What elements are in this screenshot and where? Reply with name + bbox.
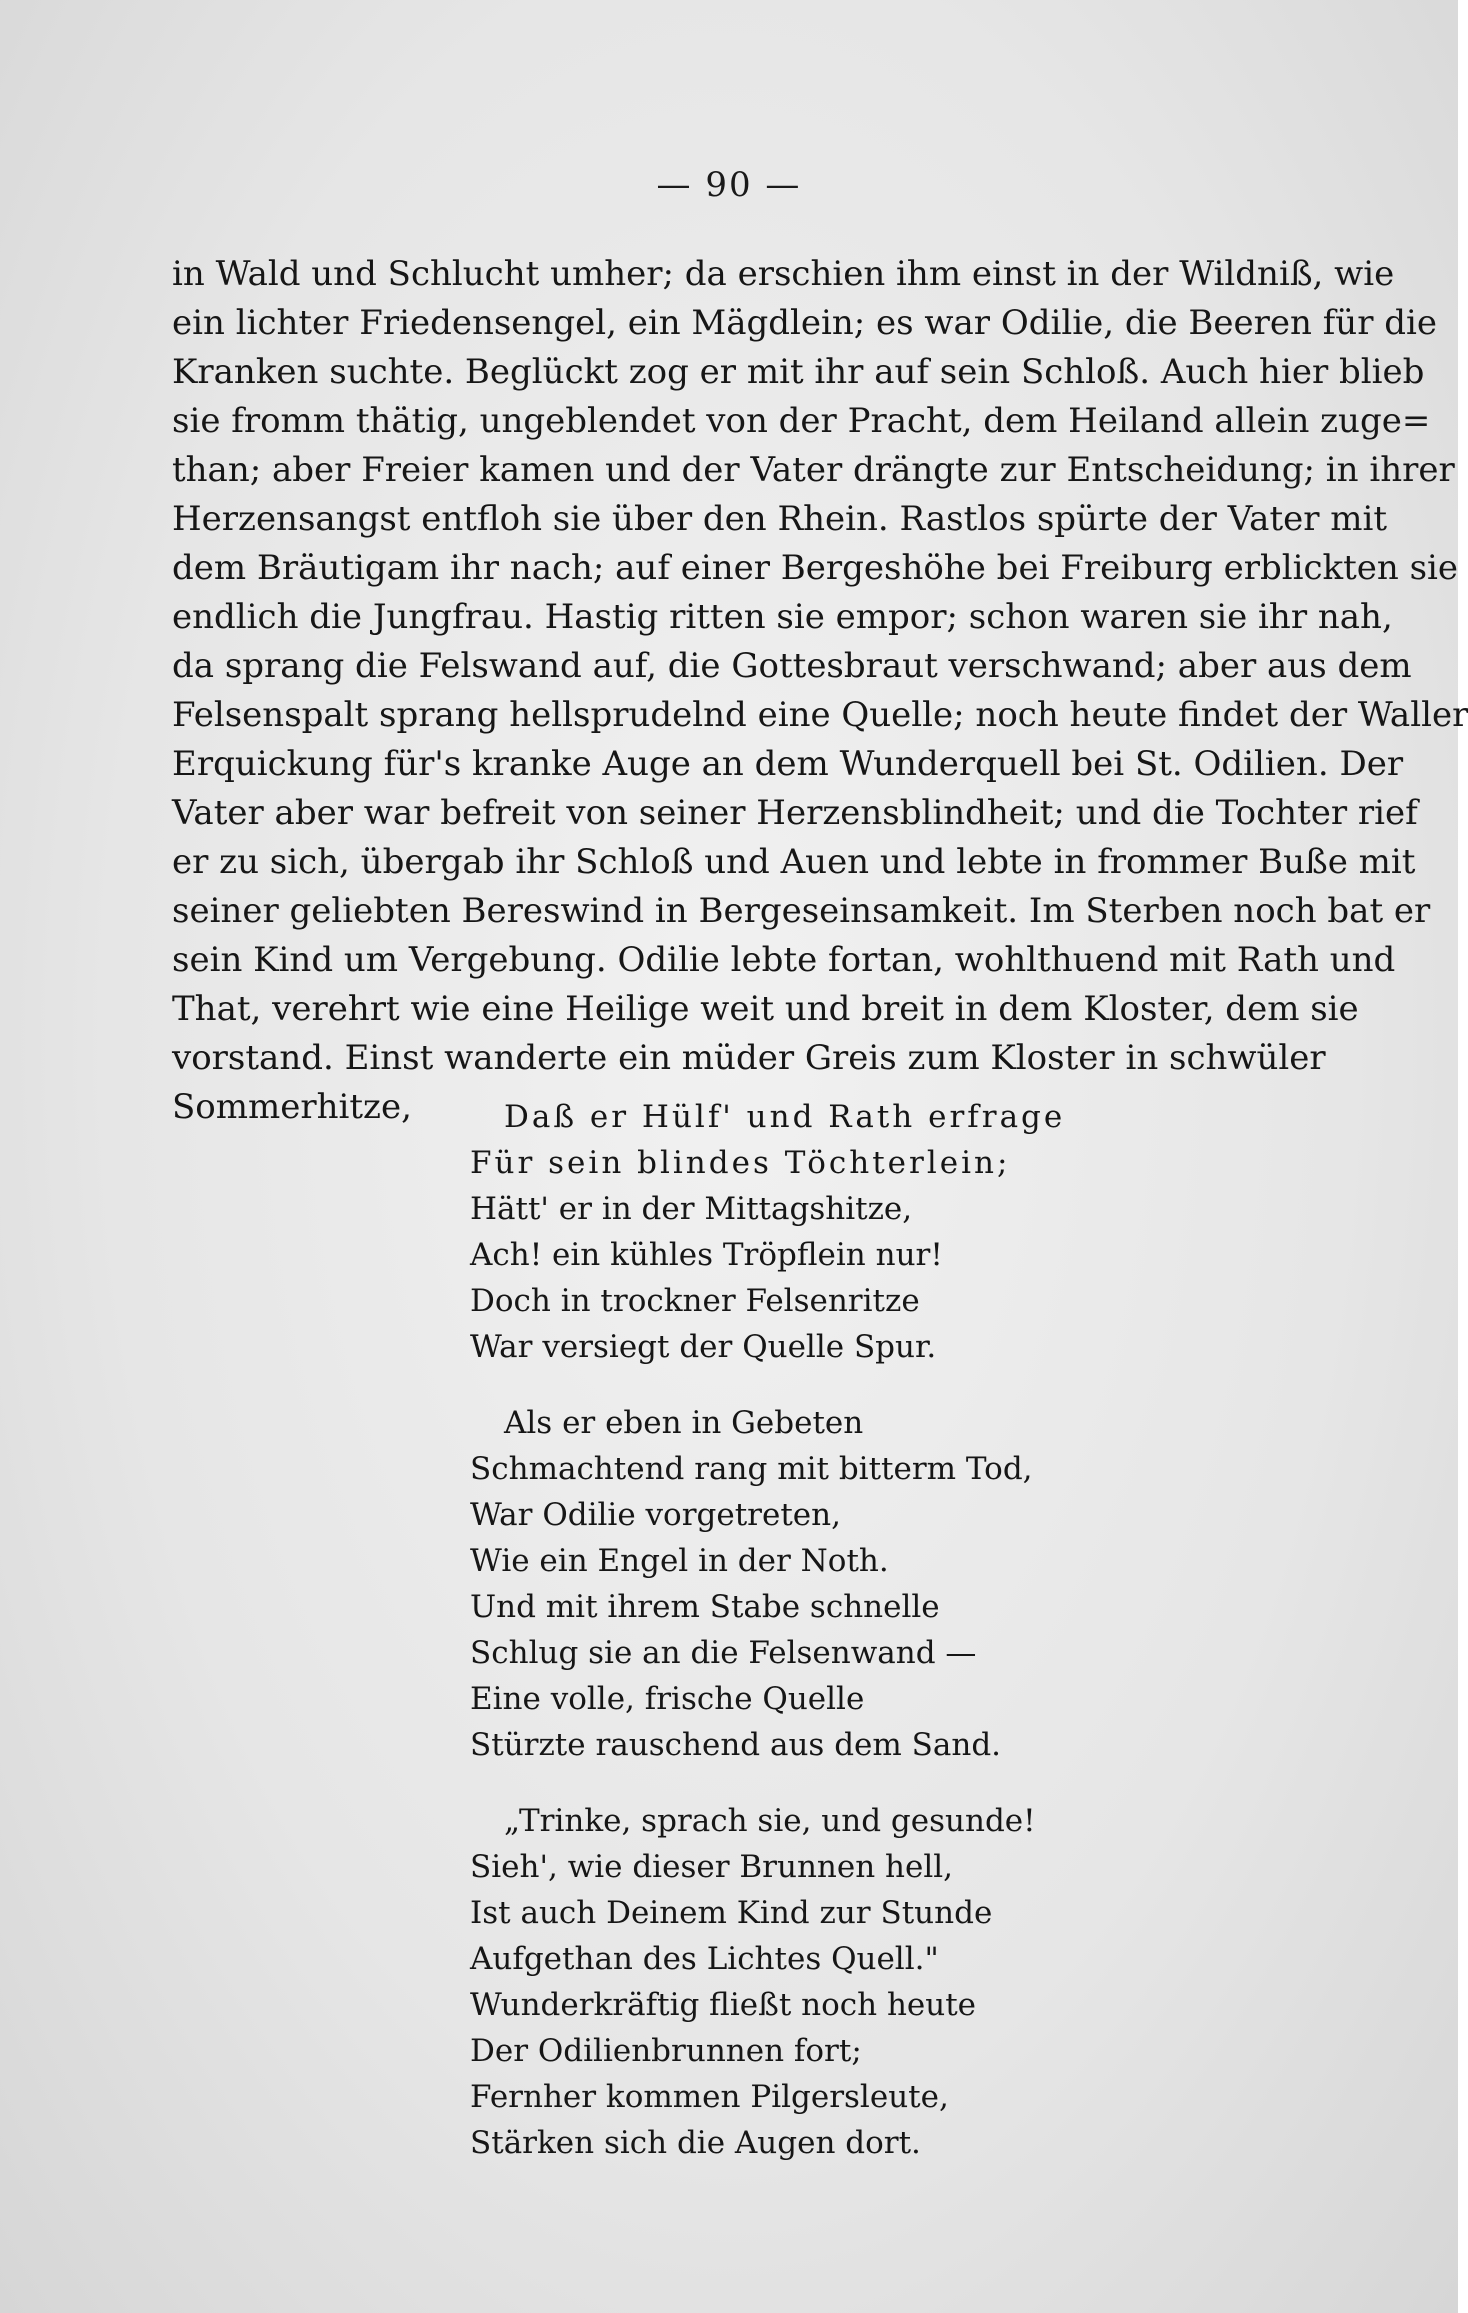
prose-line: da sprang die Felswand auf, die Gottesbraut verschwand; aber aus dem: [172, 646, 1412, 686]
prose-line: vorstand. Einst wanderte ein müder Greis zum Kloster in schwüler: [172, 1038, 1326, 1078]
poem-verse: Und mit ihrem Stabe schnelle: [470, 1589, 940, 1625]
prose-line: Felsenspalt sprang hellsprudelnd eine Quelle; noch heute findet der Waller: [172, 695, 1468, 735]
poem-verse: Fernher kommen Pilgersleute,: [470, 2079, 949, 2115]
poem-verse: Wie ein Engel in der Noth.: [470, 1543, 889, 1579]
poem-verse: War versiegt der Quelle Spur.: [470, 1329, 937, 1365]
prose-paragraph: [172, 250, 1468, 1132]
poem-verse: Eine volle, frische Quelle: [470, 1681, 865, 1717]
prose-line: sie fromm thätig, ungeblendet von der Pracht, dem Heiland allein zuge=: [172, 401, 1431, 441]
poem-verse: Doch in trockner Felsenritze: [470, 1283, 920, 1319]
prose-line: than; aber Freier kamen und der Vater drängte zur Entscheidung; in ihrer: [172, 450, 1455, 490]
prose-line: er zu sich, übergab ihr Schloß und Auen und lebte in frommer Buße mit: [172, 842, 1416, 882]
prose-line: Vater aber war befreit von seiner Herzensblindheit; und die Tochter rief: [172, 793, 1418, 833]
prose-line: Sommerhitze,: [172, 1087, 412, 1127]
page-number: — 90 —: [656, 165, 802, 205]
poem-verse: Schmachtend rang mit bitterm Tod,: [470, 1451, 1033, 1487]
prose-line: Kranken suchte. Beglückt zog er mit ihr auf sein Schloß. Auch hier blieb: [172, 352, 1425, 392]
poem-verse: Für sein blindes Töchterlein;: [470, 1145, 1011, 1181]
prose-line: endlich die Jungfrau. Hastig ritten sie empor; schon waren sie ihr nah,: [172, 597, 1393, 637]
poem-verse: Aufgethan des Lichtes Quell.": [470, 1941, 939, 1977]
poem-stanza: [470, 1798, 1290, 2166]
poem-verse: „Trinke, sprach sie, und gesunde!: [504, 1803, 1036, 1839]
poem-verse: Stürzte rauschend aus dem Sand.: [470, 1727, 1002, 1763]
poem-verse: Hätt' er in der Mittagshitze,: [470, 1191, 913, 1227]
prose-line: dem Bräutigam ihr nach; auf einer Bergeshöhe bei Freiburg erblickten sie: [172, 548, 1459, 588]
poem-verse: War Odilie vorgetreten,: [470, 1497, 841, 1533]
poem-verse: Sieh', wie dieser Brunnen hell,: [470, 1849, 954, 1885]
prose-line: sein Kind um Vergebung. Odilie lebte fortan, wohlthuend mit Rath und: [172, 940, 1396, 980]
prose-line: Erquickung für's kranke Auge an dem Wunderquell bei St. Odilien. Der: [172, 744, 1404, 784]
prose-line: Herzensangst entfloh sie über den Rhein. Rastlos spürte der Vater mit: [172, 499, 1388, 539]
poem: [470, 1094, 1290, 2196]
prose-line: That, verehrt wie eine Heilige weit und breit in dem Kloster, dem sie: [172, 989, 1359, 1029]
poem-stanza: [470, 1094, 1290, 1370]
prose-line: ein lichter Friedensengel, ein Mägdlein; es war Odilie, die Beeren für die: [172, 303, 1438, 343]
prose-line: in Wald und Schlucht umher; da erschien ihm einst in der Wildniß, wie: [172, 254, 1395, 294]
poem-verse: Daß er Hülf' und Rath erfrage: [504, 1099, 1066, 1135]
prose-line: seiner geliebten Bereswind in Bergeseinsamkeit. Im Sterben noch bat er: [172, 891, 1431, 931]
poem-verse: Ist auch Deinem Kind zur Stunde: [470, 1895, 993, 1931]
poem-verse: Ach! ein kühles Tröpflein nur!: [470, 1237, 943, 1273]
poem-verse: Der Odilienbrunnen fort;: [470, 2033, 862, 2069]
poem-verse: Stärken sich die Augen dort.: [470, 2125, 921, 2161]
poem-verse: Schlug sie an die Felsenwand —: [470, 1635, 977, 1671]
poem-stanza: [470, 1400, 1290, 1768]
poem-verse: Als er eben in Gebeten: [504, 1405, 864, 1441]
poem-verse: Wunderkräftig fließt noch heute: [470, 1987, 977, 2023]
